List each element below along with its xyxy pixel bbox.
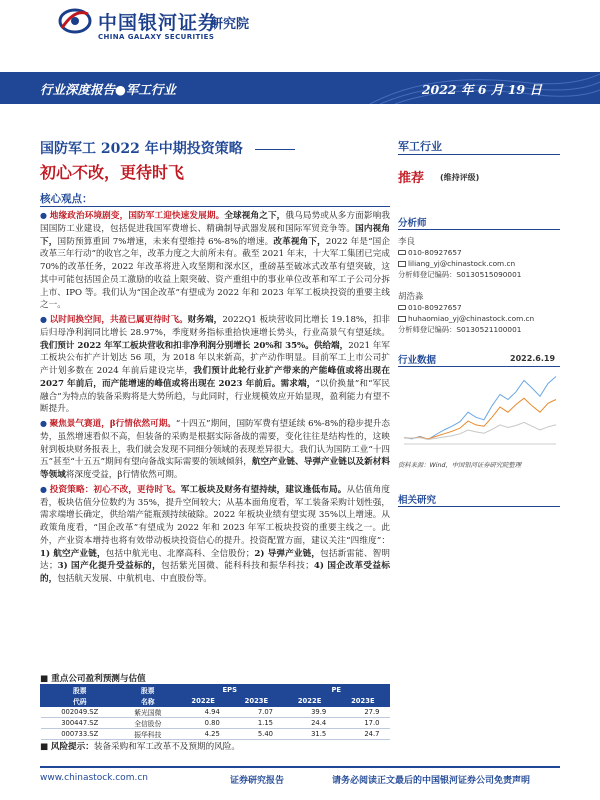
paragraph-text: 改革视角下， [273, 236, 326, 247]
table-cell: 24.4 [283, 718, 336, 729]
report-type: 行业深度报告●军工行业 [40, 82, 176, 97]
table-subheader: 2022E [177, 696, 230, 707]
bullet-icon: ● [40, 419, 50, 428]
analyst2-email[interactable]: huhaomiao_yj@chinastock.com.cn [408, 314, 535, 323]
paragraph-text: 全球视角之下， [224, 211, 286, 221]
paragraph-text: 1) 航空产业链， [40, 548, 106, 559]
table-subheader: 2023E [230, 696, 283, 707]
table-cell: 5.40 [230, 729, 283, 740]
table-header-code: 股票 [41, 685, 120, 696]
paragraph-text: 2021 年军工板块公布扩产计划达 56 项，为 2018 年以来新高，扩产动作明显。目前军工上市公司扩产计划多数在 2024 年前后建设完毕， [40, 340, 390, 376]
analyst1-cert-label: 分析师登记编码： [398, 270, 457, 279]
analyst1-cert-value: S0130515090001 [456, 270, 522, 279]
body-paragraph [40, 418, 390, 482]
footer-report-type: 证券研究报告 [230, 776, 285, 786]
table-subheader: 2022E [283, 696, 336, 707]
table-cell: 7.07 [230, 707, 283, 718]
table-subheader: 名称 [119, 696, 177, 707]
bullet-icon: ● [40, 211, 50, 220]
paragraph-text: 我们预计 2022 年军工板块营收和扣非净利润分别增长 20%和 35%。 [40, 340, 314, 351]
institute-label: 研究院 [210, 17, 250, 32]
table-cell: 1.15 [230, 718, 283, 729]
table-header-name: 股票 [119, 685, 177, 696]
footer-disclaimer: 请务必阅读正文最后的中国银河证券公司免责声明 [332, 776, 531, 786]
paragraph-text: 财务端， [187, 315, 223, 325]
analyst2-cert [398, 325, 521, 335]
report-subtitle: 初心不改，更待时飞 [40, 163, 185, 182]
risk-text: 装备采购和军工改革不及预期的风险。 [93, 742, 240, 752]
paragraph-text: 国内视角下， [40, 223, 390, 247]
industry-label: 军工行业 [398, 140, 442, 153]
paragraph-text: 军工板块及财务有望持续，建议逢低布局。 [180, 484, 347, 495]
paragraph-text: “以价换量”和“军民融合”为特点的装备采购将是大势所趋，与此同时，行业规模效应开始显现，盈利能力有望不断提升。 [40, 378, 390, 415]
paragraph-text: 3) 国产化提升受益标的， [57, 561, 162, 572]
body-paragraph [40, 210, 390, 312]
analyst1-cert [398, 270, 521, 280]
paragraph-text: 地缘政治环境剧变，国防军工迎快速发展期。 [49, 211, 225, 221]
title-rule [255, 149, 295, 150]
analyst1-email[interactable]: liliang_yj@chinastock.com.cn [408, 259, 516, 268]
paragraph-text: 供给端， [313, 340, 349, 351]
table-header-eps: EPS [177, 685, 283, 696]
table-header-pe: PE [283, 685, 390, 696]
table-row [41, 707, 390, 718]
paragraph-text: 投资策略：初心不改，更待时飞。 [49, 484, 181, 495]
paragraph-text: 2022 年是“国企改革三年行动”的收官之年，改革力度之大前所未有。截至 2021 年末，十大军工集团已完成 70%的改革任务，2022 年改革将进入攻坚期和深水区，重磅基至破冰式改革有望突破，这其中可能包括国企员工激励的收益上限突破、资产重组中的事业单位改革和军工子公司分拆上市、IPO 等。我们认为“国企改革”有望成为 2022 年和 2023 年军工板块投资的重要主线之一。 [40, 236, 390, 311]
table-subheader: 2023E [336, 696, 389, 707]
paragraph-text: 包括新雷能、智明达； [40, 548, 390, 572]
table-cell: 27.9 [336, 707, 389, 718]
paragraph-text: 2) 导弹产业链， [254, 548, 321, 559]
table-title-text: 重点公司盈利预测与估值 [51, 674, 146, 684]
industry-rule [398, 154, 560, 155]
chart-series-line [404, 377, 556, 440]
logo-chinese: 中国银河证券 [98, 12, 219, 34]
industry-index-chart [398, 370, 560, 452]
paragraph-text: 包括紫光国微、能科科技和振华科技； [161, 561, 314, 572]
table-cell: 000733.SZ [41, 729, 120, 740]
rating-label: 推荐 [398, 171, 425, 186]
risk-warning: ■ 风险提示：装备采购和军工改革不及预期的风险。 [40, 742, 240, 752]
phone-icon [398, 305, 406, 310]
core-views-label: 核心观点： [40, 193, 93, 205]
report-date: 2022 年 6 月 19 日 [421, 82, 542, 97]
table-cell: 300447.SZ [41, 718, 120, 729]
mail-icon [398, 316, 406, 322]
table-title: ■ 重点公司盈利预测与估值 [40, 674, 146, 684]
paragraph-text: 4) 国企改革受益标的， [40, 561, 390, 584]
table-cell: 0.80 [177, 718, 230, 729]
page-header [0, 0, 600, 70]
paragraph-text: 从估值角度看，板块估值分位数约为 35%，提升空间较大；从基本面角度看，军工装备采购计划性强，需求端增长确定，供给端产能瓶颈持续破除。2022 年板块业绩有望实现 35%以上增速。从政策角度看，“国企改革”有望成为 2022 年和 2023 年军工板块投资的重要主线之一。此外，产业资本增持也将有效带动板块投资信心的提升。投资配置方面，建议关注“四维度”： [40, 484, 390, 546]
body-paragraph [40, 314, 390, 416]
chart-source: 资料来源：Wind，中国银河证券研究院整理 [398, 462, 522, 469]
paragraph-text: 航空产业链、导弹产业链以及新材料等领域 [40, 457, 390, 480]
table-cell: 振华科技 [119, 729, 177, 740]
table-row [41, 718, 390, 729]
paragraph-text: 包括中航光电、北摩高科、全信股份； [105, 548, 255, 559]
analysts-rule [398, 229, 560, 230]
table-cell: 31.5 [283, 729, 336, 740]
paragraph-text: 将深度受益，β行情依然可期。 [65, 470, 183, 480]
core-views-body [40, 210, 390, 588]
table-cell: 紫光国微 [119, 707, 177, 718]
phone-icon [398, 250, 406, 255]
analyst1-name: 李良 [398, 237, 416, 247]
footer-url[interactable]: www.chinastock.com.cn [40, 773, 148, 783]
paragraph-text: 2022Q1 板块营收同比增长 19.18%，扣非后归母净利润同比增长 28.97%，季度财务指标重拾快速增长势头，行业高景气有望延续。 [40, 315, 390, 338]
paragraph-text: 我们预计此轮行业扩产带来的产能峰值或将出现在 2027 年前后，而产能增速的峰值或将出现在 2023 年前后。 [40, 366, 390, 389]
logo-english: CHINA GALAXY SECURITIES [98, 33, 215, 41]
table-cell: 17.0 [336, 718, 389, 729]
industry-data-label: 行业数据 [398, 355, 437, 366]
analyst2-cert-value: S0130521100001 [456, 325, 522, 334]
paragraph-text: 需求端， [280, 378, 316, 389]
paragraph-text: 俄乌局势或从多方面影响我国国防工业建设，包括促进我国军费增长、精确制导武器发展和国际军贸竞争等。 [40, 211, 390, 234]
table-row [41, 729, 390, 740]
bullet-icon: ● [40, 315, 50, 324]
analyst1-phone: 010-80927657 [408, 248, 462, 257]
related-rule [398, 506, 560, 507]
table-cell: 4.94 [177, 707, 230, 718]
table-subheader: 代码 [41, 696, 120, 707]
table-cell: 4.25 [177, 729, 230, 740]
footer-rule [40, 766, 560, 768]
table-cell: 24.7 [336, 729, 389, 740]
section-divider [40, 206, 390, 207]
analyst2-phone: 010-80927657 [408, 303, 462, 312]
chart-series-line [404, 422, 556, 439]
paragraph-text: 以时间换空间，共盈已属更待时飞。 [49, 315, 188, 325]
rating-note: (维持评级) [440, 173, 480, 182]
analysts-label: 分析师 [398, 218, 427, 229]
related-research-label: 相关研究 [398, 495, 437, 506]
body-paragraph [40, 484, 390, 586]
table-cell: 39.9 [283, 707, 336, 718]
risk-label: 风险提示： [50, 742, 94, 752]
report-title: 国防军工 2022 年中期投资策略 [40, 141, 243, 157]
paragraph-text: 国防预算重回 7%增速，未来有望维持 6%-8%的增速。 [57, 236, 274, 247]
paragraph-text: 聚焦景气赛道，β行情依然可期。 [49, 419, 176, 429]
paragraph-text: 包括航天发展、中航机电、中直股份等。 [57, 574, 212, 584]
forecast-table [40, 684, 390, 740]
table-cell: 002049.SZ [41, 707, 120, 718]
paragraph-text: “十四五”期间，国防军费有望延续 6%-8%的稳步提升态势，虽然增速看似不高，但装备的采购是根据实际备战的需要，变化往往是结构性的，这映射到板块财务报表上，我们就会发现不同细分领域的表现差异很大。我们认为国防工业“十四五”甚至“十五五”期间有望向备战实际需要的领域倾斜， [40, 419, 390, 468]
data-rule [398, 366, 560, 367]
galaxy-logo-icon [58, 6, 92, 36]
bullet-icon: ● [40, 484, 50, 494]
analyst2-name: 胡浩淼 [398, 292, 424, 302]
table-cell: 全信股份 [119, 718, 177, 729]
report-banner [0, 72, 600, 104]
analyst2-cert-label: 分析师登记编码： [398, 325, 457, 334]
mail-icon [398, 261, 406, 267]
industry-data-date: 2022.6.19 [510, 354, 556, 363]
